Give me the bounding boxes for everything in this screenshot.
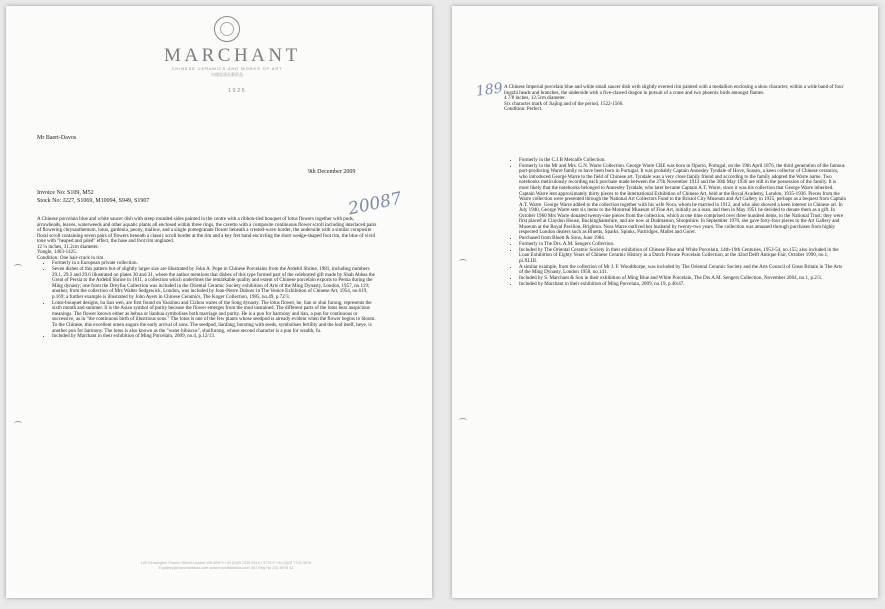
- provenance-section: [504, 158, 846, 288]
- invoice-number: Invoice No: S109, M52: [37, 190, 94, 196]
- list-item: • A similar example, from the collection of Mr J. F. Woodthorpe, was included by The Oriental Ceramic Society and the Arts Council of Great Britain in The Arts of the Ming Dynasty, London 1958, no.141.: [519, 265, 846, 276]
- handwritten-annotation: 189: [475, 80, 504, 100]
- item-description: [504, 85, 846, 113]
- footer-address: 120 Kensington Church Street London W8 4BH T:+44 (0)20 7229 5319 / 3770 F:+44 (0)20 7792 3678: [140, 561, 312, 565]
- item-intro: A Chinese porcelain blue and white saucer dish with steep rounded sides painted in the centre with a ribbon-tied bouquet of lotus flowers together with pods, arrowheads, leaves, waterweeds and other aquatic plants all enclosed within three rings, the cavetto with a composite continuous flower scroll including interlaced pairs of flowering chrysanthemum, lotus, gardenia, peony, mallow, and a single pomegranate flower beneath a crested-wave border, the underside with a similar composite floral scroll containing seven pairs of flowers beneath a classic scroll border at the rim and a key fret band encircling the short wedge-shaped foot rim, the blue of vivid tone with "heaped and piled" effect, the base and foot rim unglazed.: [37, 216, 377, 245]
- punch-hole-mark: [14, 264, 22, 269]
- punch-hole-mark: [459, 418, 467, 423]
- list-item: • Seven dishes of this pattern but of slightly larger size are illustrated by John A. Pope in Chinese Porcelains from the Ardebil Shrine, 1981, including numbers 29.1, 29.3 and 29.6 illustrated on plates 30 and 31, where the author mentions that dishes of this type formed part of the celebrated gift made by Shah Abbas the Great of Persia to the Ardebil Shrine in 1611, a collection which underlines the remarkable quality and extent of Chinese porcelain exports to Persia during the Ming dynasty; one from the Dreyfus Collection was included in the Oriental Ceramic Society exhibition of Arts of the Ming Dynasty, London, 1957, no.119; another, from the collection of Mrs Walter Sedgewick, London, was included by Jean-Pierre Dubosc in The Venice Exhibition of Chinese Art, 1954, no.619, p.169; a further example is illustrated by John Ayers in Chinese Ceramics, The Koger Collection, 1985, no.49, p.72/3.: [52, 267, 377, 300]
- brand-name: MARCHANT: [164, 45, 301, 66]
- letterhead-logo: [164, 16, 301, 78]
- punch-hole-mark: [14, 421, 22, 426]
- punch-hole-mark: [459, 259, 467, 264]
- list-item: • Formerly in a European private collection.: [52, 261, 377, 267]
- brand-tagline: CHINESE CERAMICS AND WORKS OF ART: [171, 66, 283, 71]
- list-item: • Included by Marchant in their exhibition of Ming Porcelain, 2009, no.19, p.46/47.: [519, 282, 846, 288]
- invoice-block: [37, 189, 149, 205]
- list-item: • Formerly in the Mr and Mrs. G.N. Warre Collection. George Warre CBE was born in Oporto, Portugal, on the 19th April 1876, the third generation of the famous port-producing Warre family to have been born in Portugal. It was probably Captain Annesley Tyndale of Hove, Sussex, a keen collector of Chinese ceramics, who introduced George Warre to the field of Chinese art. Tyndale was a very close family friend and according to the family adopted the Warre name. Two notebooks meticulously recording each purchase made between the 27th November 1913 and the 30th May 1936 are still in the possession of the family. It is most likely that the notebooks belonged to Annesley Tyndale, who later became Captain A.T. Warre, since it was his collection that George Warre inherited. Captain Warre lent approximately thirty pieces to the International Exhibition of Chinese Art, held at the Royal Academy, London, 1935-1936. Pieces from the Warre collection were presented through the National Art Collectors Fund to the Bristol City Museum and Art Gallery in 1935, perhaps as a bequest from Captain A.T. Warre. George Warre added to the collection together with his wife Nora, whom he married in 1912, and who also showed a keen interest in Chinese art. In July 1940, George Warre sent six items to the Montreal Museum of Fine Art, initially as a loan, and then in May 1951 he decided to donate them as a gift. In October 1960 Mrs Warre donated twenty-one pieces from the collection, which at one time comprised over three hundred items, to the National Trust; they were first placed at Claydon House, Buckinghamshire, and are now at Dudmaston, Shropshire. In September 1970, she gave forty-four pieces to the Art Gallery and Museum at the Royal Pavilion, Brighton. Nora Warre outlived her husband by twenty-two years. The collection was amassed through purchases from highly respected London dealers such as Bluetts, Sparks, Spinks, Partridges, Mallet and Gorer.: [519, 164, 846, 236]
- list-item: • Included by Marchant in their exhibition of Ming Porcelain, 2009, no.4, p.12/13.: [52, 334, 377, 340]
- item-size: 12 ¼ inches, 31.2cm diameter.: [37, 243, 99, 250]
- item-mark: Six character mark of Jiajing and of the period, 1522-1566.: [504, 100, 624, 107]
- footer-contact: E:gallery@marchantasia.com www.marchantasia.com VAT Reg No 232 8978 42: [158, 566, 294, 571]
- item-condition: Condition: Perfect.: [504, 106, 543, 113]
- list-item: • Formerly in The Drs. A.M. Sengers Collection.: [519, 242, 846, 248]
- provenance-list: [504, 158, 846, 288]
- item-size: 4 7/8 inches, 12.5cm diameter.: [504, 95, 566, 102]
- list-item: • Lotus-bouquet designs, ba lian wen, are first found on Yaozhou and Cizhou wares of the Song dynasty. The lotus flower, he, lian or shui furong, represents the sixth month and summer. It is the Asian symbol of purity because the flower emerges from the mud unstained. The different parts of the lotus bear auspicious meanings. The flower known either as hehua or lianhua symbolises both marriage and purity. He is a pun for harmony and lian, a pun for continuous or successive, as in "the continuous birth of illustrious sons." The lotus is one of the few plants whose seedpod is already evident when the flower begins to bloom. To the Chinese, this excellent omen augurs the early arrival of sons. The seedpod, lianfang, bursting with seeds, symbolises fertility and the leaf itself, heye, is another pun for harmony. The lotus is also known as the "water hibiscus", shuifurong, whose second character is a pun for wealth, fu.: [52, 301, 377, 334]
- list-item: • Purchased from Bluett & Sons, June 1984.: [519, 236, 846, 242]
- letterhead-footer: [66, 561, 386, 571]
- brand-tagline-cjk: 中國瓷器及藝術品: [211, 72, 243, 77]
- list-item: • Formerly in the C.J.B Metcalfe Collection.: [519, 158, 846, 164]
- handwritten-annotation: 20087: [346, 188, 404, 220]
- crest-emblem-icon: [214, 16, 240, 42]
- document-page-left: [6, 6, 432, 598]
- item-condition: Condition: One hair-crack in rim.: [37, 254, 105, 261]
- recipient-name: Mr Baert-Davos: [37, 135, 77, 141]
- document-page-right: [452, 6, 878, 598]
- item-intro: A Chinese Imperial porcelain blue and white small saucer dish with slightly everted rim painted with a medallion enclosing a shou character, within a wide band of four lingzhi heads and branches, the underside with a five-clawed dragon in pursuit of a crane and two phoenix birds amongst flames.: [504, 84, 844, 96]
- provenance-list: [37, 261, 377, 340]
- item-period: Yongle, 1403-1425.: [37, 249, 78, 256]
- established-year: 1925: [228, 88, 247, 94]
- stock-number: Stock No: J227, S1069, M10094, S949, S1907: [37, 198, 150, 204]
- letter-date: 9th December 2009: [308, 169, 356, 175]
- list-item: • Included by The Oriental Ceramic Society in their exhibition of Chinese Blue and White Porcelain, 14th-19th Centuries, 1953-54, no.155; also included in the Loan Exhibition of Eighty Years of Chinese Ceramic History in a Dutch Private Porcelain Collection, at the 42nd Delft Antique Fair, October 1990, no.1, pl.XLIII.: [519, 248, 846, 265]
- list-item: • Included by S. Marchant & Son in their exhibition of Ming Blue and White Porcelain, The Drs A.M. Sengers Collection, November 2004, no.1, p.2/3.: [519, 276, 846, 282]
- item-description: [37, 217, 377, 340]
